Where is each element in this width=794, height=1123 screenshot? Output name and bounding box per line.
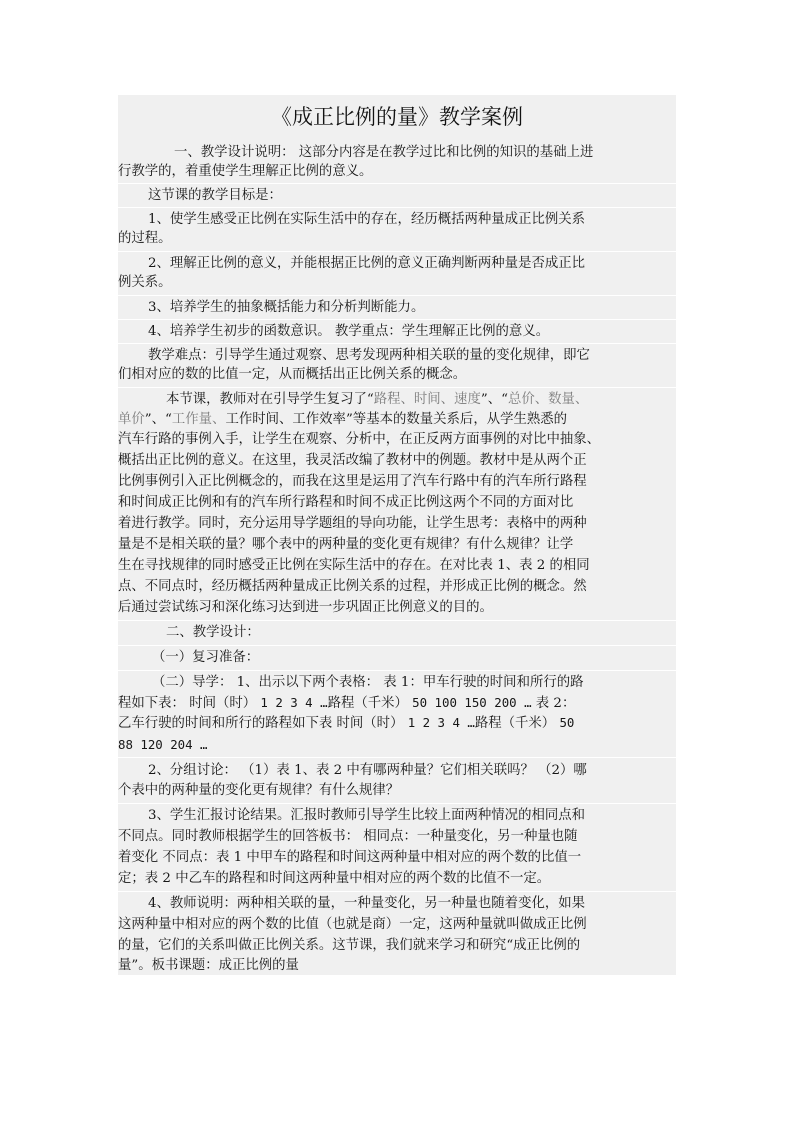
- paragraph-line: 点、不同点时，经历概括两种量成正比例关系的过程，并形成正比例的概念。然: [118, 579, 587, 594]
- highlight-text: 路程、时间、速度: [373, 392, 481, 407]
- paragraph-line: 4、培养学生初步的函数意识。 教学重点：学生理解正比例的意义。: [148, 324, 550, 339]
- paragraph-line: 定；表 2 中乙车的路程和时间这两种量中相对应的两个数的比值不一定。: [118, 871, 551, 886]
- paragraph-line: 这节课的教学目标是：: [148, 188, 282, 203]
- paragraph-line: 的量，它们的关系叫做正比例关系。这节课，我们就来学习和研究“成正比例的: [118, 938, 581, 953]
- paragraph-line: 和时间成正比例和有的汽车所行路程和时间不成正比例这两个不同的方面对比: [118, 495, 574, 510]
- paragraph-line: 单价”、“工作量、工作时间、工作效率”等基本的数量关系后，从学生熟悉的: [118, 412, 568, 427]
- paragraph-line: 2、理解正比例的意义，并能根据正比例的意义正确判断两种量是否成正比: [148, 256, 586, 271]
- paragraph-line: 例关系。: [118, 275, 172, 290]
- paragraph-line: 3、培养学生的抽象概括能力和分析判断能力。: [148, 300, 425, 315]
- document-title: 《成正比例的量》教学案例: [271, 105, 523, 129]
- paragraph-line: 这两种量中相对应的两个数的比值（也就是商）一定，这两种量就叫做成正比例: [118, 917, 587, 932]
- paragraph-line: 概括出正比例的意义。在这里，我灵活改编了教材中的例题。教材中是从两个正: [118, 453, 587, 468]
- paragraph-line: 量是不是相关联的量？哪个表中的两种量的变化更有规律？有什么规律？让学: [118, 537, 574, 552]
- highlight-text: 工作量、: [171, 412, 226, 427]
- paragraph-line: 个表中的两种量的变化更有规律？有什么规律？: [118, 783, 400, 798]
- paragraph-line: 88 120 204 …: [118, 737, 208, 752]
- paragraph-line: 汽车行路的事例入手，让学生在观察、分析中，在正反两方面事例的对比中抽象、: [118, 432, 601, 447]
- paragraph-line: 着进行教学。同时，充分运用导学题组的导向功能，让学生思考：表格中的两种: [118, 516, 587, 531]
- highlight-text: 总价、数量、: [507, 392, 589, 407]
- paragraph-line: 后通过尝试练习和深化练习达到进一步巩固正比例意义的目的。: [118, 600, 493, 615]
- section-heading: 二、教学设计：: [166, 625, 260, 640]
- paragraph-line: （二）导学： 1、出示以下两个表格： 表 1：甲车行驶的时间和所行的路: [152, 675, 584, 690]
- section-heading: （一）复习准备：: [152, 650, 260, 665]
- paragraph-line: 们相对应的数的比值一定，从而概括出正比例关系的概念。: [118, 367, 467, 382]
- paragraph-line: 一、教学设计说明： 这部分内容是在教学过比和比例的知识的基础上进: [174, 145, 594, 160]
- paragraph-line: 2、分组讨论： （1）表 1、表 2 中有哪两种量？它们相关联吗？ （2）哪: [148, 763, 587, 778]
- highlight-text: 单价: [118, 412, 145, 427]
- paragraph-line: 生在寻找规律的同时感受正比例在实际生活中的存在。在对比表 1、表 2 的相同: [118, 558, 590, 573]
- paragraph-line: 比例事例引入正比例概念的，而我在这里是运用了汽车行路中有的汽车所行路程: [118, 474, 587, 489]
- paragraph-line: 着变化 不同点：表 1 中甲车的路程和时间这两种量中相对应的两个数的比值一: [118, 850, 582, 865]
- paragraph-line: 行教学的，着重使学生理解正比例的意义。: [118, 164, 373, 179]
- paragraph-line: 1、使学生感受正比例在实际生活中的存在，经历概括两种量成正比例关系: [148, 212, 586, 227]
- paragraph-line: 乙车行驶的时间和所行的路程如下表 时间（时） 1 2 3 4 …路程（千米） 50: [118, 715, 575, 731]
- paragraph-line: 教学难点：引导学生通过观察、思考发现两种相关联的量的变化规律，即它: [148, 348, 590, 363]
- paragraph-line: 4、教师说明：两种相关联的量，一种量变化，另一种量也随着变化，如果: [148, 896, 586, 911]
- document-page: [118, 95, 676, 975]
- paragraph-line: 本节课，教师对在引导学生复习了“路程、时间、速度”、“总价、数量、: [166, 392, 589, 407]
- paragraph-line: 量”。板书课题：成正比例的量: [118, 958, 299, 973]
- paragraph-line: 程如下表： 时间（时） 1 2 3 4 …路程（千米） 50 100 150 200 … 表 2：: [118, 695, 576, 711]
- paragraph-line: 的过程。: [118, 231, 172, 246]
- paragraph-line: 3、学生汇报讨论结果。汇报时教师引导学生比较上面两种情况的相同点和: [148, 808, 586, 823]
- paragraph-line: 不同点。同时教师根据学生的回答板书： 相同点：一种量变化，另一种量也随: [118, 829, 578, 844]
